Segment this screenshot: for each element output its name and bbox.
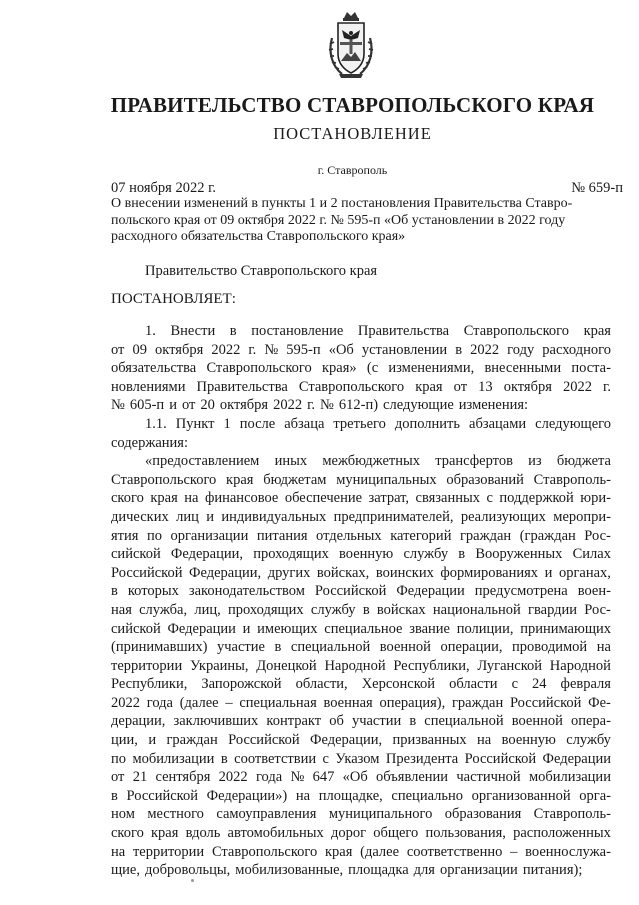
subject-line: польского края от 09 октября 2022 г. № 595-п «Об установлении в 2022 году [111,212,566,228]
body-word: внесенными [484,360,562,377]
body-word: Республики, [111,676,188,693]
body-word: Фе- [588,694,611,711]
body-line [111,545,611,564]
body-word: № [264,341,279,358]
body-word: «предоставлением [145,453,260,470]
body-word: Российской [111,564,183,581]
body-word: предусмотрена [474,583,568,600]
body-word: края [583,323,611,339]
body-word: Луганской [477,657,543,674]
body-word: Народной [324,657,386,674]
body-word: области [449,676,498,693]
body-word: 1 [223,415,231,432]
body-word: Рос- [584,601,611,618]
body-word: поста- [571,360,611,377]
scan-speck [191,879,194,882]
document-type: ПОСТАНОВЛЕНИЕ [273,124,432,143]
body-word: гвардии [528,601,578,618]
body-word: специальная [239,694,317,711]
body-word: питания [256,527,308,544]
body-word: военной [379,639,431,656]
body-word: Ставропольского [463,323,569,339]
body-word: Федерации, [170,546,244,563]
body-word: по [111,750,127,767]
body-word: финансовое [204,490,279,507]
body-word: операции, [440,639,503,656]
body-word: на [295,787,311,804]
body-word: содержания: [111,434,189,451]
body-word: дополнить [394,415,461,432]
body-word: Ставропольского [211,843,318,860]
body-word: воен- [577,583,611,600]
body-word: и [206,508,214,525]
body-word: от [111,341,125,358]
body-word: автомобильных [227,825,324,842]
body-word: февраля [560,676,611,693]
body-word: дорог [330,825,367,842]
body-word: военную [339,546,394,563]
body-word: следующие [383,397,454,414]
body-word: изменениями, [388,360,475,377]
body-word: граждан [451,694,504,711]
body-word: Российской [314,583,387,600]
body-word: проходящих [253,546,329,563]
body-word: войсках [376,601,426,618]
body-word: 13 [478,378,493,395]
body-word: дерации, [111,713,166,730]
resolution-heading: ПОСТАНОВЛЯЕТ: [111,291,236,307]
body-word: от [111,769,125,786]
body-word: 2022 [562,378,592,395]
document-date: 07 ноября 2022 г. [111,180,217,196]
body-line [111,843,611,862]
body-word: военной [511,713,563,730]
body-word: сентября [155,769,211,786]
body-word: муниципальных [336,471,437,488]
body-word: Херсонской [361,676,436,693]
body-word: затрат, [368,490,410,507]
body-word: следующего [535,415,611,432]
body-word: воинских [375,564,434,581]
body-word: Ставропольского [111,471,217,488]
body-word: юри- [580,490,611,507]
body-word: на [477,732,492,749]
body-word: Российской [464,750,537,767]
body-word: службу [310,601,356,618]
body-word: (принимавших) [111,639,208,656]
body-word: призванных [392,732,467,749]
body-word: операция), [379,694,446,711]
body-word: сийской [111,620,161,637]
body-word: ном [111,806,135,823]
body-word: в [111,787,118,804]
body-word: 605-п [129,397,165,414]
body-word: орга- [579,787,611,804]
body-word: г. [307,397,316,414]
body-word: объявлении [376,769,449,786]
body-word: специальной [290,639,371,656]
document-body [111,322,611,880]
body-word: края [324,843,353,860]
body-word: новлениями [111,378,186,395]
stavropol-coat-of-arms-icon [326,8,376,84]
body-word: области, [295,676,348,693]
body-word: заключивших [173,713,259,730]
body-word: площадка [348,862,409,879]
body-word: Федерации [542,750,611,767]
body-word: после [239,415,276,432]
body-word: Российской [126,787,198,804]
body-word: края [415,378,443,395]
body-word: лиц, [194,601,221,618]
body-word: Федерации, [189,564,262,581]
body-word: октября [219,397,269,414]
body-line [111,452,611,471]
body-word: граждан [166,732,218,749]
body-line [111,415,611,434]
body-word: полиции, [456,620,514,637]
body-word: от [181,397,196,414]
body-word: других [267,564,311,581]
body-word: 612-п) [338,397,379,414]
body-word: № [320,397,334,414]
body-word: самоуправления [216,806,317,823]
body-word: 2022 [211,341,241,358]
body-word: отдельных [316,527,382,544]
subject-line: расходного обязательства Ставропольского края» [111,229,406,244]
body-word: установлении [361,341,448,358]
body-word: края» [321,360,357,377]
body-word: территории [132,843,205,860]
body-word: Ставропольского [206,360,312,377]
body-word: дических [111,508,169,525]
body-word: межбюджетных [322,453,420,470]
body-word: общего [373,825,419,842]
body-word: и [544,564,553,581]
body-word: (с [366,360,379,377]
body-word: пользования, [425,825,506,842]
body-word: на [111,843,126,860]
preamble: Правительство Ставропольского края [145,263,378,279]
body-word: Федерации [167,620,236,637]
body-word: обеспечение [284,490,363,507]
body-word: ского [111,825,144,842]
body-word: Федерации, [310,732,383,749]
body-word: меропри- [553,508,611,525]
body-line [111,731,611,750]
body-word: Запорожской [201,676,282,693]
body-line [111,787,611,806]
body-word: предпринимателей, [333,508,454,525]
body-word: иных [274,453,308,470]
body-word: службу [403,546,449,563]
body-word: ятия [111,527,139,544]
body-word: индивидуальных [221,508,327,525]
body-word: на [596,639,611,656]
body-word: 09 [132,341,147,358]
body-word: проводимой [512,639,588,656]
body-word: с [486,490,493,507]
body-word: Республики, [393,657,470,674]
body-word: 2022 [470,341,500,358]
body-word: об [329,713,344,730]
body-word: добровольцы, [145,862,231,879]
body-word: обязательства [111,360,197,377]
body-word: расходного [542,341,611,358]
body-line [111,694,611,713]
body-word: муниципального [328,806,433,823]
body-word: изменения: [458,397,529,414]
body-word: территории [111,657,183,674]
body-word: военную [501,732,556,749]
body-word: г. [248,341,257,358]
body-word: площадке, [318,787,383,804]
body-word: года [146,694,173,711]
body-word: постановление [251,323,344,339]
body-word: «Об [328,341,354,358]
body-word: 1. [145,323,156,339]
body-word: Президента [385,750,459,767]
body-word: Ставрополь- [533,806,611,823]
body-line [111,861,611,880]
body-word: 24 [532,676,547,693]
body-word: Российской [509,694,582,711]
body-word: Пункт [175,415,215,432]
body-word: «Об [342,769,368,786]
body-line [111,582,611,601]
body-word: бюджета [556,453,611,470]
body-word: службу [566,732,611,749]
body-word: 595-п [286,341,321,358]
body-line [111,712,611,731]
body-word: в [458,546,466,563]
body-word: края [150,490,178,507]
body-word: мобилизованные, [235,862,344,879]
body-word: мобилизации [528,769,611,786]
body-word: 20 [200,397,215,414]
body-word: бюджетам [263,471,327,488]
body-word: в [274,639,282,656]
body-word: абзаца [284,415,325,432]
body-word: категорий [390,527,452,544]
body-word: 647 [312,769,335,786]
body-word: участие [217,639,265,656]
body-word: законодательством [188,583,305,600]
government-title: ПРАВИТЕЛЬСТВО СТАВРОПОЛЬСКОГО КРАЯ [110,93,595,117]
body-word: специально [391,787,463,804]
body-word: и [242,620,251,637]
body-word: граждан [459,527,512,544]
body-line [111,527,611,546]
document-subject [111,196,611,246]
body-line [111,805,611,824]
body-word: третьего [333,415,386,432]
body-word: опера- [570,713,611,730]
body-word: организации [439,862,518,879]
body-word: питания); [522,862,583,879]
body-line [111,620,611,639]
body-word: контракт [266,713,322,730]
body-line [111,601,611,620]
body-word: и [148,732,157,749]
body-word: сийской [111,546,161,563]
body-word: из [528,453,542,470]
body-word: военная [323,694,373,711]
body-word: октября [155,341,204,358]
body-word: организации [170,527,249,544]
body-word: г. [603,378,611,395]
body-word: октября [503,378,552,395]
body-word: Донецкой [256,657,317,674]
body-word: проходящих [228,601,304,618]
body-line [111,396,611,415]
body-word: № [290,769,305,786]
body-word: (далее [179,694,219,711]
body-word: Вооруженных [475,546,563,563]
body-word: года [255,769,283,786]
body-word: ского [111,490,144,507]
body-word: которых [127,583,179,600]
body-line [111,824,611,843]
body-word: 2022 [111,694,140,711]
body-word: принимающих [520,620,611,637]
body-line [111,341,611,360]
body-word: в [229,323,237,339]
body-word: реализующих [460,508,546,525]
body-word: звание [409,620,450,637]
body-word: имеющих [257,620,318,637]
body-word: Внести [170,323,216,339]
body-word: на [184,490,199,507]
body-word: войсках, [316,564,370,581]
body-word: служба, [139,601,188,618]
body-word: в [362,601,370,618]
body-word: по [146,527,162,544]
body-word: 2022 [273,397,303,414]
body-line [111,359,611,378]
body-word: расположенных [513,825,611,842]
body-line [111,638,611,657]
body-word: образований [446,471,524,488]
body-word: вдоль [185,825,221,842]
body-word: 1.1. [145,415,167,432]
body-word: Рос- [584,527,611,544]
body-word: ции, [111,732,138,749]
body-word: – [510,843,518,860]
document-number: № 659-п [571,180,623,196]
body-word: специальной [424,713,504,730]
body-word: соответственно [406,843,503,860]
body-word: частичной [456,769,521,786]
body-word: в [409,713,417,730]
body-word: с [322,750,329,767]
subject-line: О внесении изменений в пункты 1 и 2 постановления Правительства Ставро- [111,196,573,211]
body-word: соответствии [234,750,317,767]
body-line [111,471,611,490]
body-word: поддержкой [499,490,574,507]
body-line [111,489,611,508]
body-word: абзацами [469,415,527,432]
body-word: края [226,471,254,488]
body-word: Ставропольского [298,378,405,395]
body-word: (граждан [519,527,576,544]
body-word: в [220,750,228,767]
body-word: 21 [132,769,148,786]
body-word: формированиях [440,564,539,581]
body-word: с [511,676,519,693]
body-word: щие, [111,862,140,879]
body-word: 2022 [218,769,248,786]
body-word: Федерации [396,583,465,600]
body-line [111,768,611,787]
body-word: для [413,862,435,879]
body-word: Силах [572,546,611,563]
body-word: в [111,583,118,600]
body-word: образования [444,806,522,823]
body-line [111,675,611,694]
body-word: лиц [176,508,199,525]
body-line [111,434,611,453]
body-word: году [507,341,535,358]
body-word: трансфертов [435,453,513,470]
body-word: Правительства [196,378,288,395]
body-word: организованной [471,787,571,804]
body-word: Ставрополь- [533,471,611,488]
body-word: края [151,825,179,842]
body-word: Российской [228,732,300,749]
body-word: от [453,378,468,395]
body-word: – [225,694,233,711]
body-line [111,378,611,397]
body-word: связанных [415,490,480,507]
body-word: Правительства [357,323,450,339]
body-word: Народной [549,657,611,674]
body-word: национальной [432,601,521,618]
body-word: и [169,397,177,414]
body-word: Федерации») [206,787,288,804]
body-line [111,750,611,769]
body-word: ная [111,601,132,618]
body-word: Украины, [189,657,249,674]
body-word: Указом [335,750,380,767]
body-word: № [111,397,125,414]
body-word: мобилизации [132,750,215,767]
body-line [111,657,611,676]
body-word: местного [147,806,204,823]
body-word: участии [351,713,402,730]
body-word: специальное [324,620,403,637]
body-line [111,564,611,583]
body-word: военнослужа- [525,843,611,860]
city: г. Ставрополь [317,163,388,177]
body-word: в [455,341,463,358]
body-word: (далее [360,843,400,860]
body-word: органах, [558,564,611,581]
body-line [111,322,611,341]
body-line [111,508,611,527]
